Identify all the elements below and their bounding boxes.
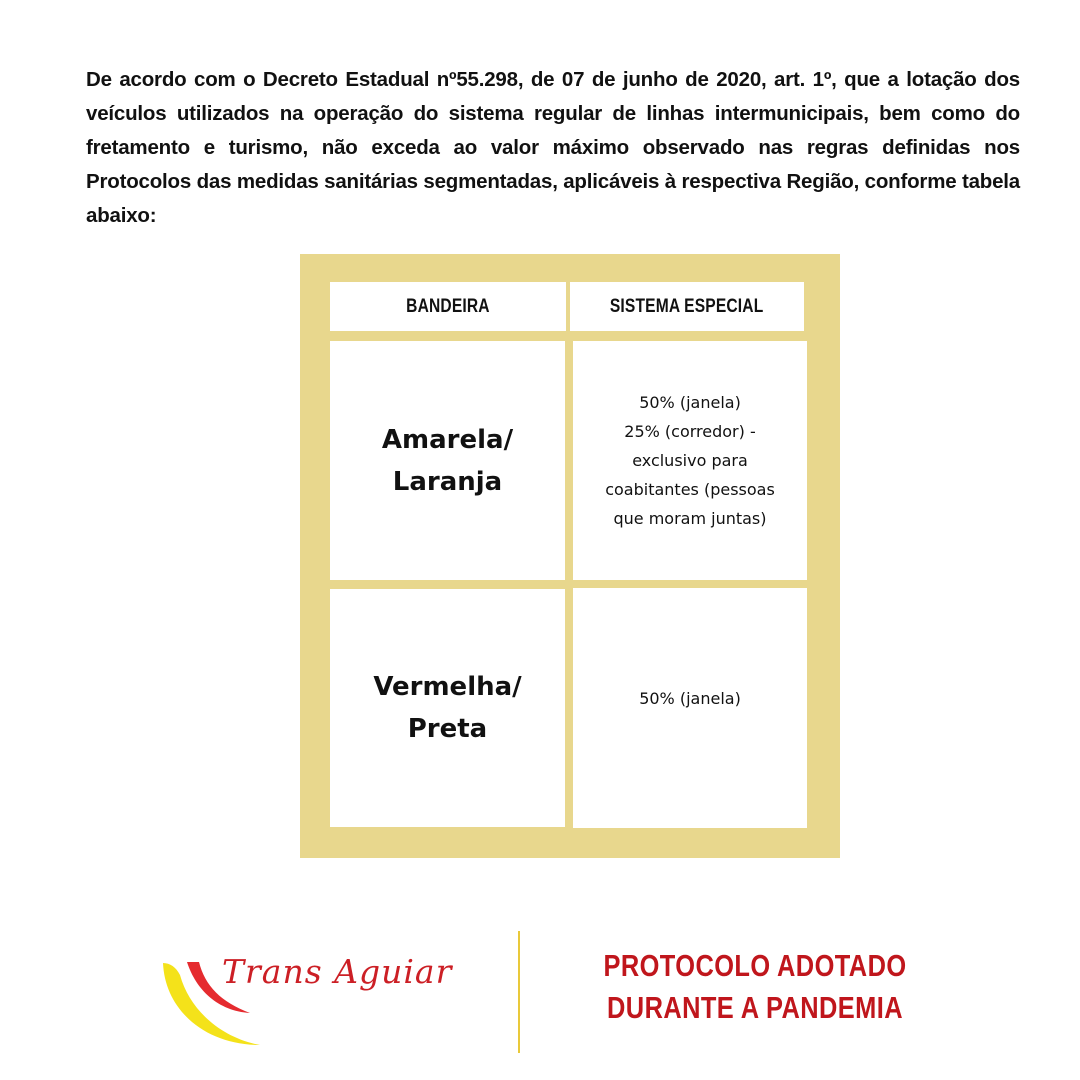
row-1-flag: Amarela/ Laranja — [381, 424, 514, 497]
row-2-flag-cell — [330, 589, 565, 827]
row-2-flag: Vermelha/ Preta — [373, 672, 522, 744]
capacity-table — [300, 254, 840, 858]
protocol-caption: PROTOCOLO ADOTADO DURANTE A PANDEMIA — [603, 948, 907, 1025]
header-cell-sistema-especial — [570, 282, 804, 331]
row-2-rule: 50% (janela) — [639, 688, 741, 708]
row-1-flag-cell — [330, 341, 565, 580]
row-1-rule-cell — [573, 341, 807, 580]
row-1-rule: 50% (janela) 25% (corredor) - exclusivo para coabitantes (pessoas que moram juntas) — [605, 393, 775, 528]
header-cell-bandeira — [330, 282, 566, 331]
header-bandeira: BANDEIRA — [406, 295, 490, 317]
header-sistema-especial: SISTEMA ESPECIAL — [610, 295, 764, 317]
row-2-rule-cell — [573, 588, 807, 828]
footer-divider — [518, 931, 520, 1053]
brand-name: Trans Aguiar — [222, 952, 453, 991]
intro-paragraph: De acordo com o Decreto Estadual nº55.298, de 07 de junho de 2020, art. 1º, que a lotação dos veículos utilizados na operação do sistema regular de linhas intermunicipais, bem como do fretamento e turismo, não exceda ao valor máximo observado nas regras definidas nos Protocolos das medidas sanitárias segmentadas, aplicáveis à respectiva Região, conforme tabela abaixo: — [86, 67, 1020, 227]
